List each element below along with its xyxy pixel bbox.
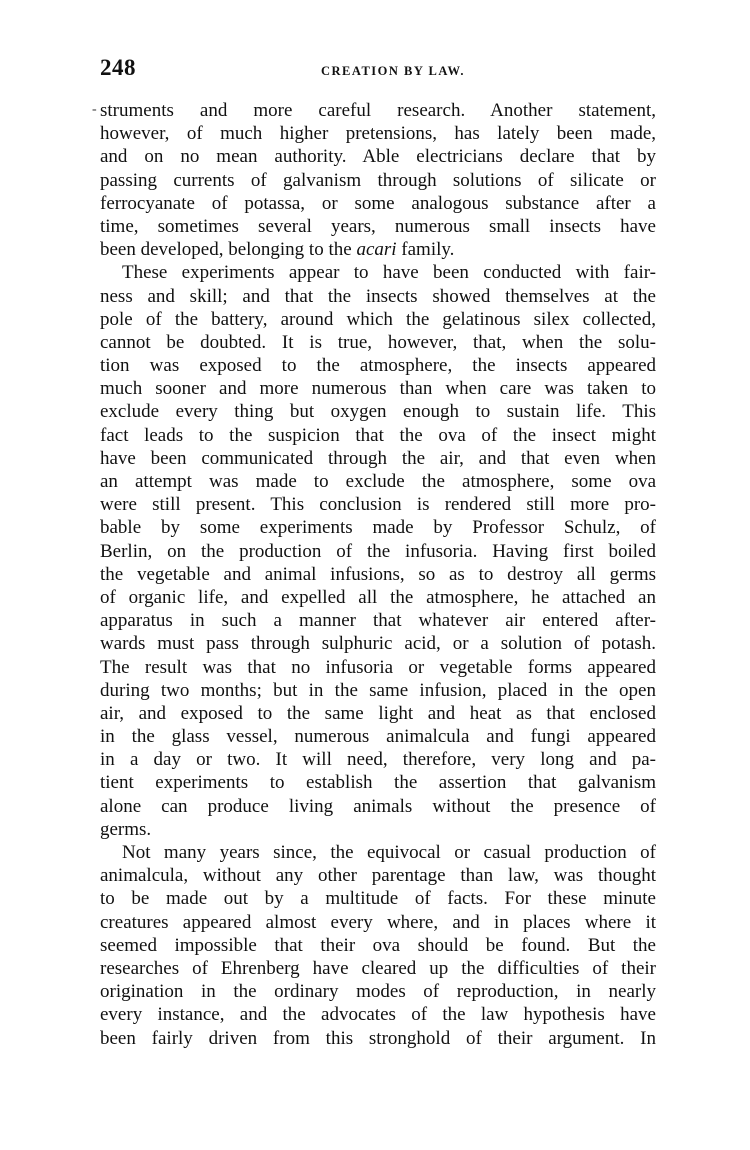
text-line: ness and skill; and that the insects showed themselves at the [100,285,656,307]
text-line: animalcula, without any other parentage than law, was thought [100,865,656,887]
text-line: passing currents of galvanism through solutions of silicate or [100,169,656,191]
text-line: of organic life, and expelled all the atmosphere, he attached an [100,586,656,608]
text-line: struments and more careful research. Another statement, [100,100,656,121]
book-page [92,55,656,1050]
text-line: bable by some experiments made by Professor Schulz, of [100,517,656,539]
paragraph [100,99,656,261]
text-line: exclude every thing but oxygen enough to sustain life. This [100,401,656,423]
text-line: were still present. This conclusion is rendered still more pro- [100,494,656,516]
text-line: tient experiments to establish the assertion that galvanism [100,772,656,794]
running-head [100,55,656,87]
text-line: creatures appeared almost every where, and in places where it [100,911,656,933]
text-line: wards must pass through sulphuric acid, or a solution of potash. [100,633,656,655]
text-line: ferrocyanate of potassa, or some analogous substance after a [100,192,656,214]
text-line: and on no mean authority. Able electricians declare that by [100,146,656,168]
text-line: origination in the ordinary modes of reproduction, in nearly [100,981,656,1003]
text-line: apparatus in such a manner that whatever air entered after- [100,610,656,632]
text-line: cannot be doubted. It is true, however, that, when the solu- [100,331,656,353]
text-line: much sooner and more numerous than when care was taken to [100,378,656,400]
text-line: air, and exposed to the same light and heat as that enclosed [100,702,656,724]
text-line: tion was exposed to the atmosphere, the insects appeared [100,355,656,377]
text-line: the vegetable and animal infusions, so as to destroy all germs [100,563,656,585]
text-line: Berlin, on the production of the infusoria. Having first boiled [100,540,656,562]
hyphen-continuation-mark: - [92,102,97,117]
text-line: been developed, belonging to the acari family. [100,239,455,261]
text-line: an attempt was made to exclude the atmosphere, some ova [100,471,656,492]
text-line: germs. [100,818,152,840]
text-line: in the glass vessel, numerous animalcula and fungi appeared [100,726,656,748]
text-line: however, of much higher pretensions, has lately been made, [100,123,656,145]
text-line: Not many years since, the equivocal or casual production of [122,842,656,863]
text-line: pole of the battery, around which the gelatinous silex collected, [100,308,656,330]
text-line: to be made out by a multitude of facts. For these minute [100,888,656,910]
text-line: seemed impossible that their ova should be found. But the [100,934,656,956]
text-line: during two months; but in the same infusion, placed in the open [100,679,656,701]
page-number: 248 [100,55,136,80]
text-line: fact leads to the suspicion that the ova of the insect might [100,424,656,446]
running-title: CREATION BY LAW. [320,64,466,78]
text-line: The result was that no infusoria or vegetable forms appeared [100,656,656,678]
text-line: time, sometimes several years, numerous small insects have [100,215,656,237]
text-line: researches of Ehrenberg have cleared up the difficulties of their [100,957,656,979]
text-line: every instance, and the advocates of the law hypothesis have [100,1004,656,1026]
paragraph [100,261,656,841]
body-text [100,99,656,1050]
text-line: These experiments appear to have been conducted with fair- [122,262,656,284]
text-line: have been communicated through the air, and that even when [100,447,656,469]
text-line: been fairly driven from this stronghold of their argument. In [100,1027,656,1049]
text-line: alone can produce living animals without the presence of [100,795,656,817]
text-line: in a day or two. It will need, therefore, very long and pa- [100,749,656,771]
paragraph [100,841,656,1050]
